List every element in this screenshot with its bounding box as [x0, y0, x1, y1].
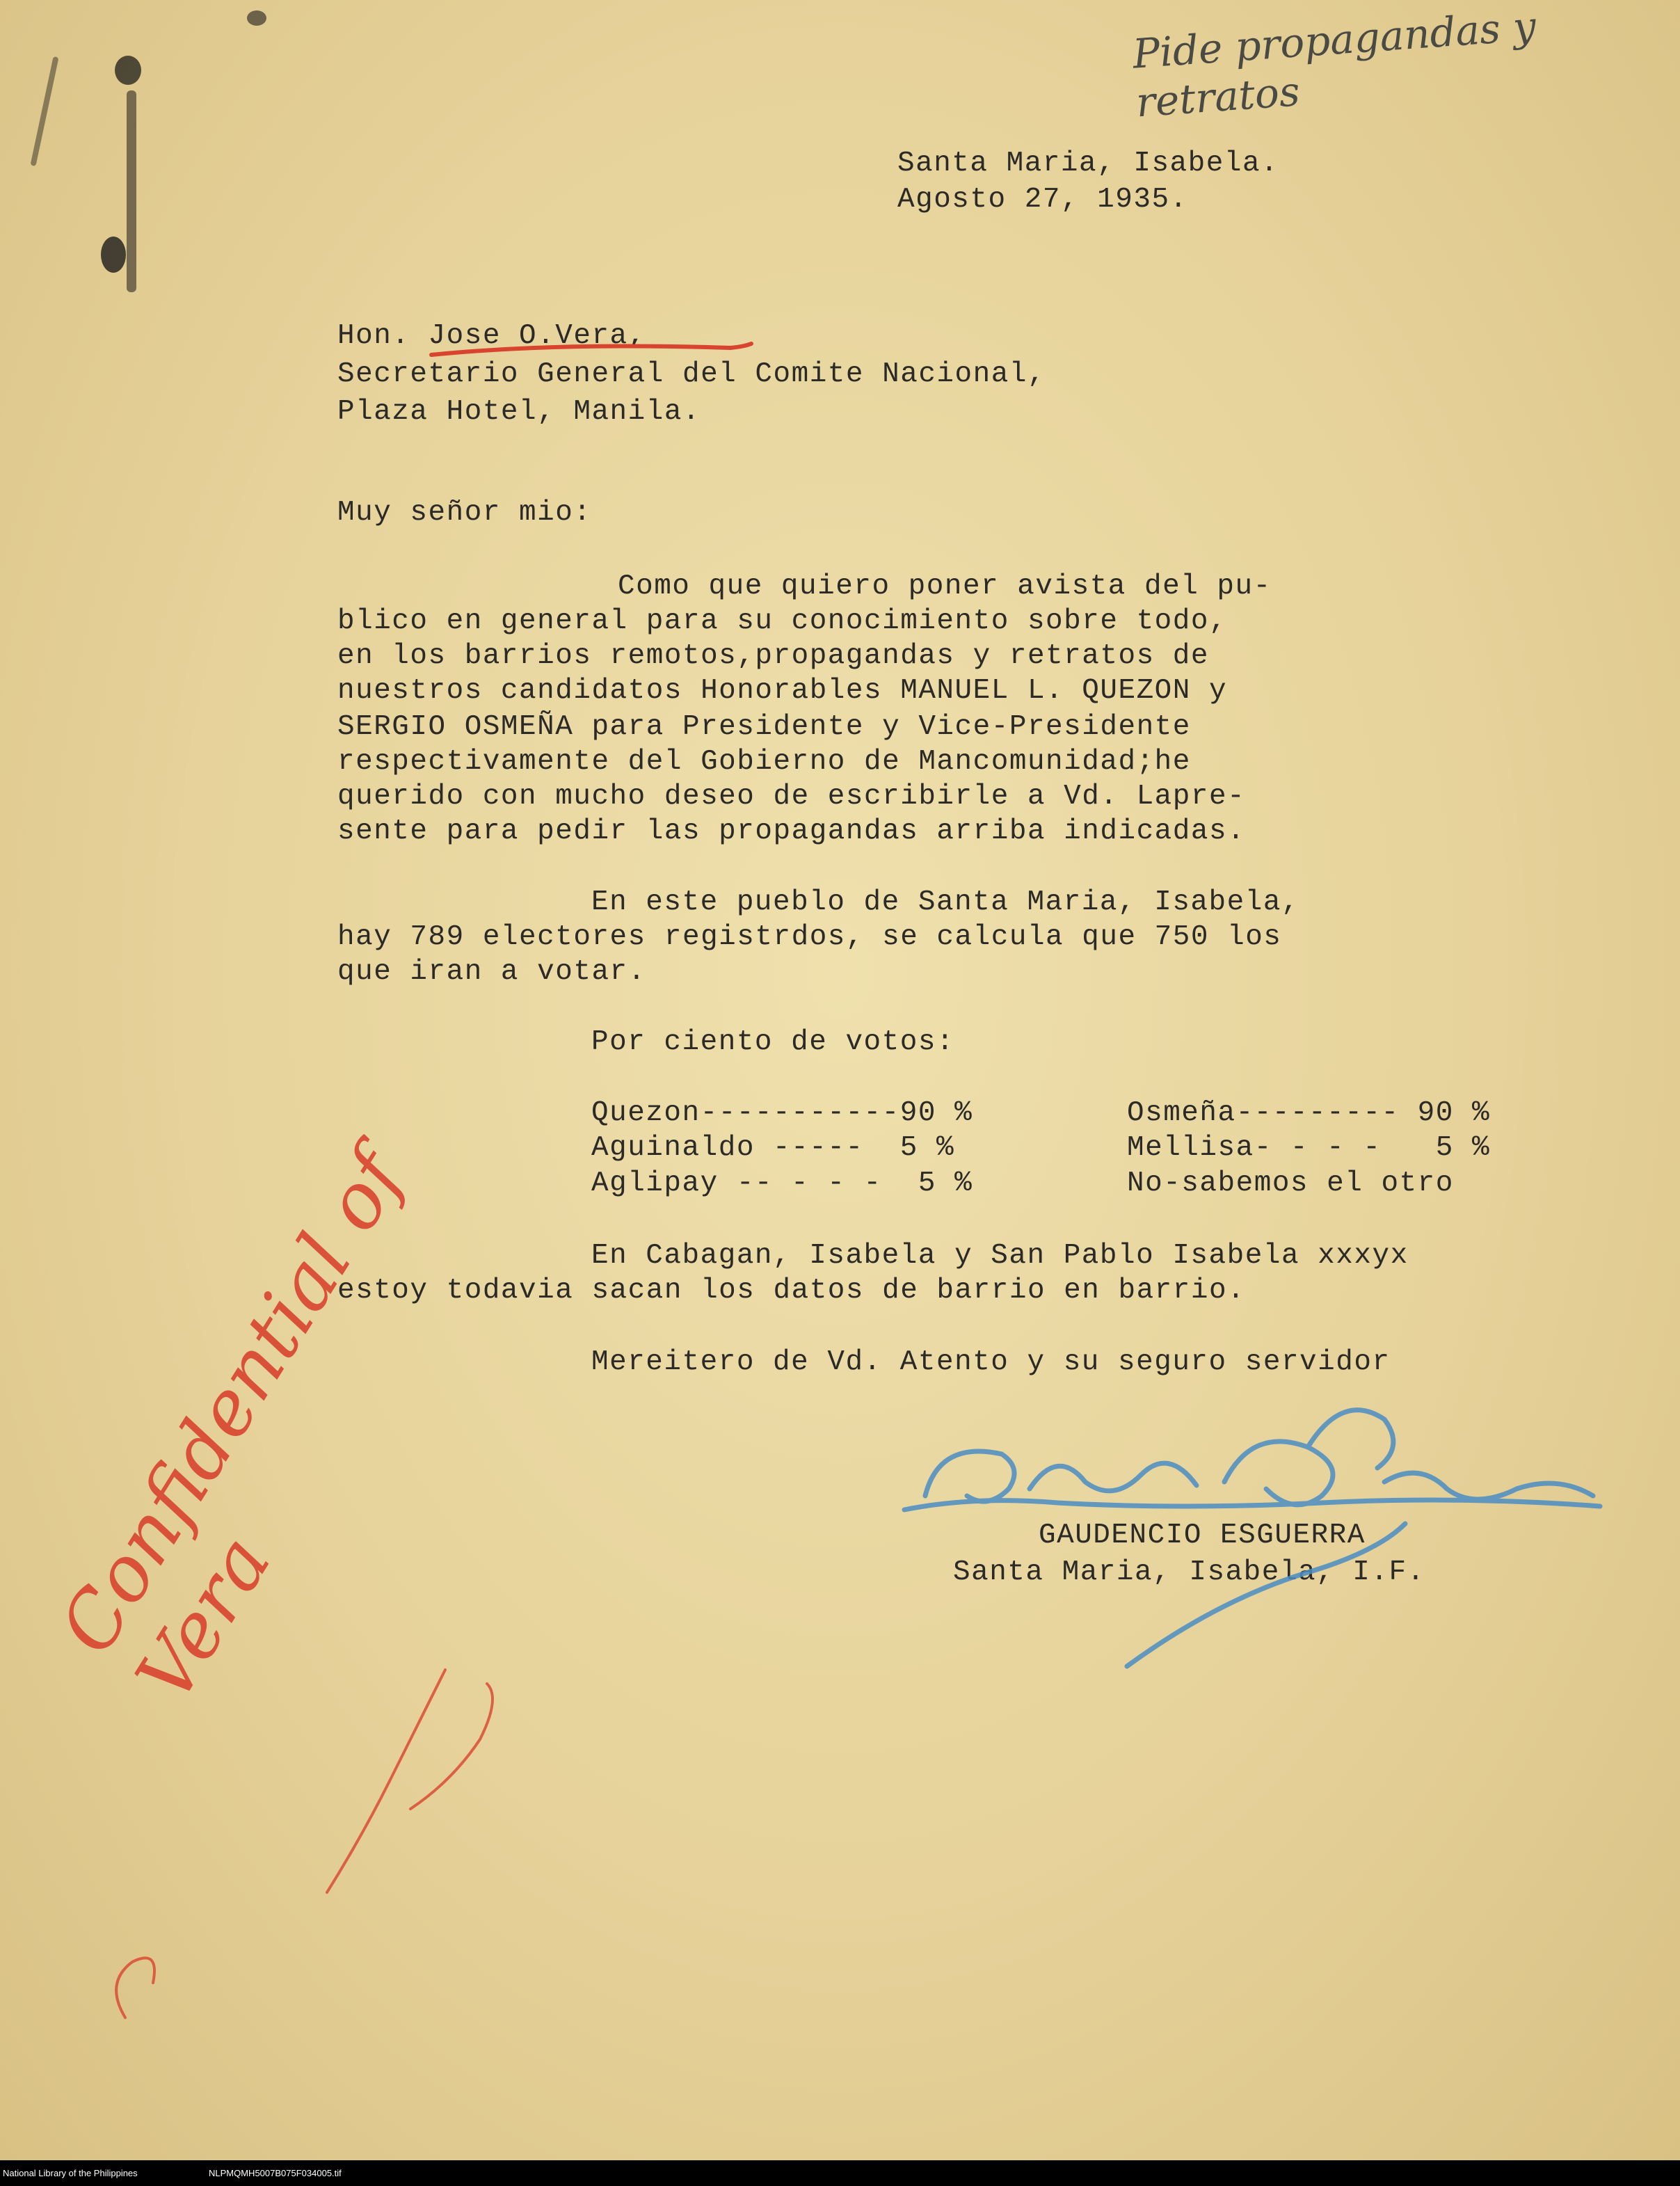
votes-right-row: Osmeña--------- 90 % — [1127, 1097, 1491, 1129]
body-line: En Cabagan, Isabela y San Pablo Isabela xxxyx — [591, 1240, 1409, 1272]
archive-footer — [0, 2160, 1680, 2186]
footer-library: National Library of the Philippines — [3, 2168, 138, 2178]
body-line: blico en general para su conocimiento sobre todo, — [337, 605, 1228, 637]
votes-left-row: Aguinaldo ----- 5 % — [591, 1132, 955, 1164]
red-pencil-scrawl — [116, 1670, 493, 2018]
votes-right-row: No-sabemos el otro — [1127, 1167, 1454, 1199]
body-line: querido con mucho deseo de escribirle a Vd. Lapre- — [337, 781, 1246, 813]
body-line: En este pueblo de Santa Maria, Isabela, — [591, 886, 1300, 918]
recipient-title: Secretario General del Comite Nacional, — [337, 358, 1046, 390]
recipient-name: Hon. Jose O.Vera, — [337, 320, 646, 352]
votes-right-row: Mellisa- - - - 5 % — [1127, 1132, 1491, 1164]
body-line: en los barrios remotos,propagandas y retratos de — [337, 640, 1209, 672]
letter-date: Agosto 27, 1935. — [897, 184, 1188, 216]
closing-line: Mereitero de Vd. Atento y su seguro servidor — [591, 1346, 1391, 1378]
body-line: que iran a votar. — [337, 956, 646, 988]
recipient-address: Plaza Hotel, Manila. — [337, 396, 701, 428]
votes-heading: Por ciento de votos: — [591, 1026, 955, 1058]
body-line: hay 789 electores registrdos, se calcula que 750 los — [337, 921, 1282, 953]
votes-left-row: Aglipay -- - - - 5 % — [591, 1167, 973, 1199]
body-line: estoy todavia sacan los datos de barrio en barrio. — [337, 1275, 1246, 1307]
body-line: sente para pedir las propagandas arriba indicadas. — [337, 815, 1246, 847]
red-underline — [431, 344, 751, 355]
signature-place: Santa Maria, Isabela, I.F. — [953, 1556, 1425, 1588]
pencil-annotation: Pide propagandas y retratos — [1130, 2, 1537, 127]
red-pencil-annotation: Confidential of Vera — [42, 1135, 422, 1717]
signature-name: GAUDENCIO ESGUERRA — [1039, 1519, 1366, 1551]
body-line: nuestros candidatos Honorables MANUEL L. QUEZON y — [337, 675, 1228, 707]
handwritten-signature — [904, 1410, 1600, 1666]
footer-file-id: NLPMQMH5007B075F034005.tif — [209, 2168, 342, 2178]
body-line: SERGIO OSMEÑA para Presidente y Vice-Presidente — [337, 711, 1191, 743]
body-line: Como que quiero poner avista del pu- — [618, 571, 1272, 603]
body-line: respectivamente del Gobierno de Mancomunidad;he — [337, 746, 1191, 778]
votes-left-row: Quezon-----------90 % — [591, 1097, 973, 1129]
letter-place: Santa Maria, Isabela. — [897, 147, 1279, 179]
salutation: Muy señor mio: — [337, 497, 592, 529]
